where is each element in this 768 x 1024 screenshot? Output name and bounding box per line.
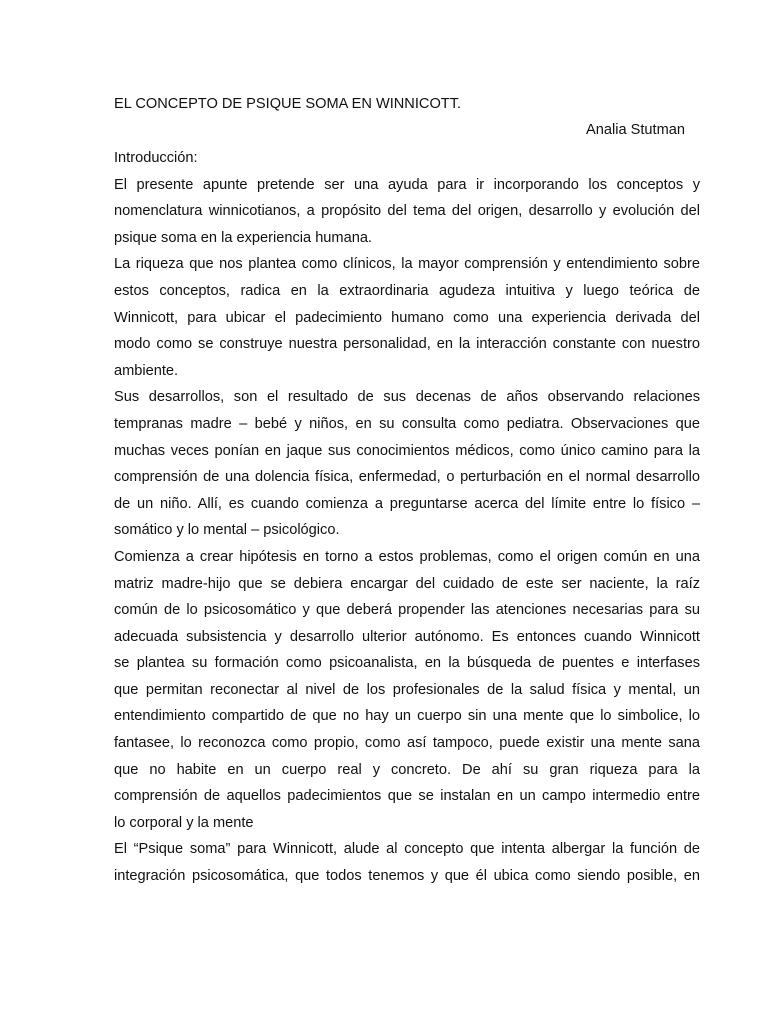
paragraph-line: de un niño. Allí, es cuando comienza a preguntarse acerca del límite entre lo físico – xyxy=(114,495,700,512)
paragraph-line: estos conceptos, radica en la extraordinaria agudeza intuitiva y luego teórica de xyxy=(114,282,700,299)
paragraph-line: adecuada subsistencia y desarrollo ulterior autónomo. Es entonces cuando Winnicott xyxy=(114,628,700,645)
paragraph-line: que permitan reconectar al nivel de los profesionales de la salud física y mental, un xyxy=(114,681,700,698)
paragraph-line: ambiente. xyxy=(114,362,179,379)
paragraph-line: psique soma en la experiencia humana. xyxy=(114,229,372,246)
document-author: Analia Stutman xyxy=(586,122,685,138)
paragraph-line: entendimiento compartido de que no hay un cuerpo sin una mente que lo simbolice, lo xyxy=(114,708,700,725)
paragraph-line: Comienza a crear hipótesis en torno a estos problemas, como el origen común en una xyxy=(114,548,700,565)
paragraph-line: somático y lo mental – psicológico. xyxy=(114,522,340,539)
paragraph-line: Winnicott, para ubicar el padecimiento humano como una experiencia derivada del xyxy=(114,309,700,326)
paragraph-line: comprensión de una dolencia física, enfermedad, o perturbación en el normal desarrollo xyxy=(114,469,700,486)
document-title: EL CONCEPTO DE PSIQUE SOMA EN WINNICOTT. xyxy=(114,96,462,112)
paragraph-line: que no habite en un cuerpo real y concreto. De ahí su gran riqueza para la xyxy=(114,761,700,778)
paragraph-line: fantasee, lo reconozca como propio, como así tampoco, puede existir una mente sana xyxy=(114,735,700,752)
paragraph-line: modo como se construye nuestra personalidad, en la interacción constante con nuestro xyxy=(114,336,700,353)
paragraph-line: común de lo psicosomático y que deberá propender las atenciones necesarias para su xyxy=(114,602,700,619)
paragraph-line: El “Psique soma” para Winnicott, alude al concepto que intenta albergar la función de xyxy=(114,841,700,858)
paragraph-line: comprensión de aquellos padecimientos que se instalan en un campo intermedio entre xyxy=(114,788,700,805)
document-body xyxy=(114,145,700,890)
paragraph-line: El presente apunte pretende ser una ayuda para ir incorporando los conceptos y xyxy=(114,176,700,193)
paragraph-line: tempranas madre – bebé y niños, en su consulta como pediatra. Observaciones que xyxy=(114,415,700,432)
paragraph-line: nomenclatura winnicotianos, a propósito del tema del origen, desarrollo y evolución del xyxy=(114,203,700,220)
paragraph-line: La riqueza que nos plantea como clínicos, la mayor comprensión y entendimiento sobre xyxy=(114,256,700,273)
paragraph-line: se plantea su formación como psicoanalista, en la búsqueda de puentes e interfases xyxy=(114,655,700,672)
paragraph-line: matriz madre-hijo que se debiera encargar del cuidado de este ser naciente, la raíz xyxy=(114,575,700,592)
section-heading: Introducción: xyxy=(114,150,198,166)
paragraph-line: muchas veces ponían en jaque sus conocimientos médicos, como único camino para la xyxy=(114,442,700,459)
paragraph-line: Sus desarrollos, son el resultado de sus decenas de años observando relaciones xyxy=(114,389,700,406)
paragraph-line: integración psicosomática, que todos tenemos y que él ubica como siendo posible, en xyxy=(114,868,700,885)
paragraph-line: lo corporal y la mente xyxy=(114,814,254,831)
